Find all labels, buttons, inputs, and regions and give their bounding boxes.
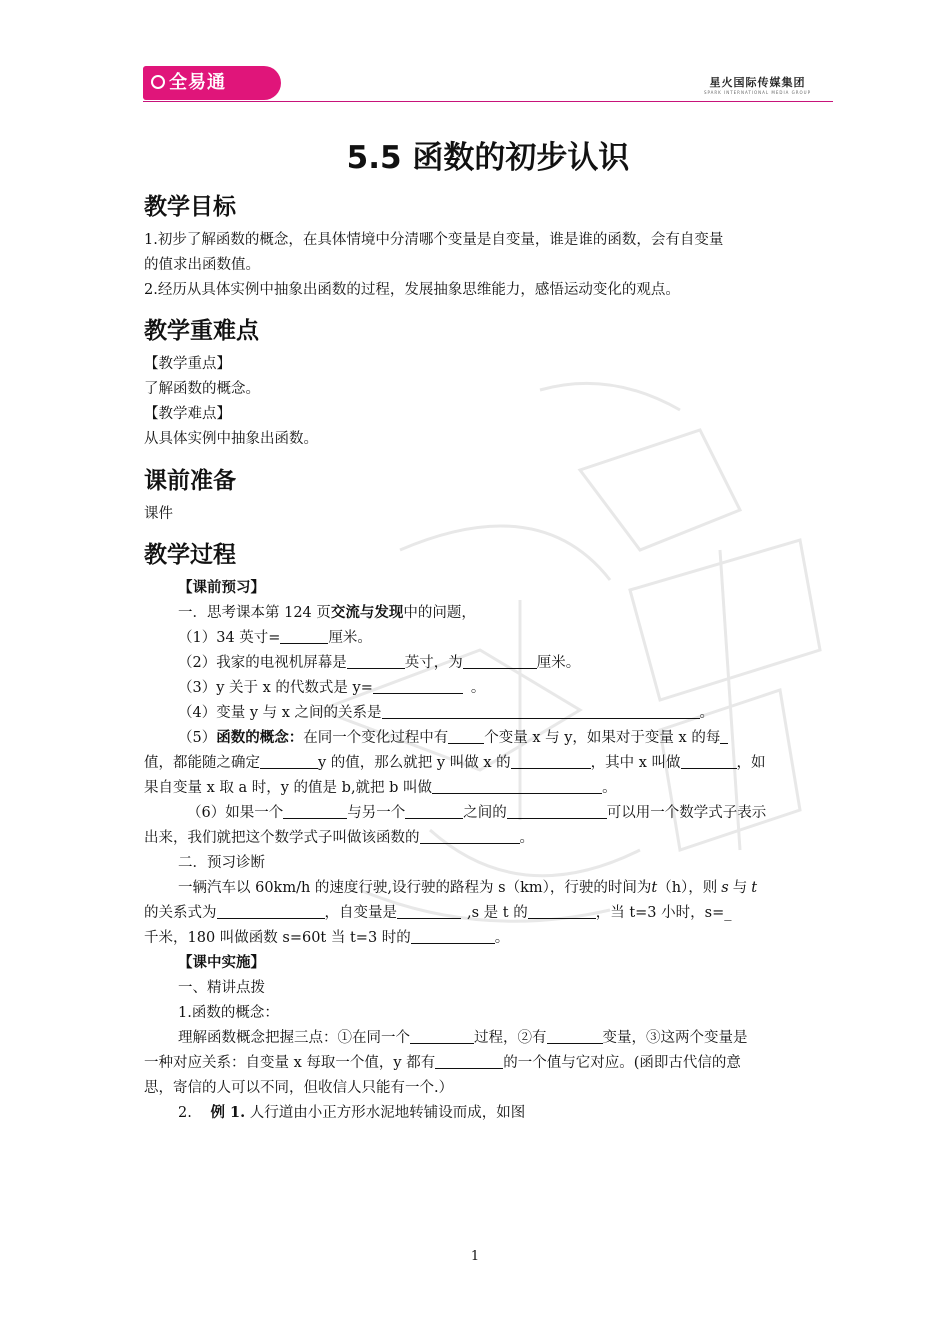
q5-text-5: ，其中 x 叫做 [590,755,681,771]
diag-var-t: t [651,880,658,896]
company-logo [704,74,811,95]
logo-text: 全易通 [169,72,226,93]
header-divider [143,101,833,102]
answer-blank[interactable] [410,1029,474,1044]
question-2 [178,653,848,673]
q4-end: 。 [699,705,715,721]
preview-question-intro [178,603,848,623]
difficulty-label: 【教学难点】 [144,406,231,422]
section-heading-goals: 教学目标 [144,194,236,220]
difficulty-text: 从具体实例中抽象出函数。 [144,431,318,447]
section-heading-process: 教学过程 [144,542,236,568]
concept-text-4: 一种对应关系：自变量 x 每取一个值，y 都有 [144,1055,436,1071]
function-concept-heading: 1.函数的概念： [178,1005,279,1021]
diag-var-t-2: t [751,880,758,896]
q2-unit: 厘米。 [536,655,581,671]
q5-text-3: 值，都能随之确定 [144,755,260,771]
brand-logo [143,66,281,100]
q2-text-mid: 英寸，为 [404,655,463,671]
q5-text-6: ，如 [736,755,766,771]
company-name: 星火国际传媒集团 [709,76,806,89]
question-3 [178,678,848,698]
q5-text-4: y 的值，那么就把 y 叫做 x 的 [318,755,511,771]
q3-end: 。 [470,680,486,696]
question-1 [178,628,848,648]
q6-text: （6）如果一个 [187,805,284,821]
diag-text-2: （h），则 [657,880,718,896]
answer-blank[interactable] [507,804,607,819]
inclass-section-1: 一、精讲点拨 [178,980,265,996]
q1-text: （1）34 英寸= [178,630,281,646]
diagnosis-line-2 [144,903,814,923]
goal-2: 2.经历从具体实例中抽象出函数的过程，发展抽象思维能力，感悟运动变化的观点。 [144,282,680,298]
q2-text: （2）我家的电视机屏幕是 [178,655,347,671]
diagnosis-line-1 [178,878,848,898]
answer-blank[interactable] [405,804,463,819]
example-text: 人行道由小正方形水泥地转铺设而成，如图 [249,1105,526,1121]
answer-blank[interactable] [397,904,461,919]
answer-blank[interactable] [547,1029,603,1044]
question-4 [178,703,848,723]
inclass-label: 【课中实施】 [178,954,265,971]
q5-number: （5） [178,730,217,746]
answer-blank[interactable] [411,929,495,944]
answer-blank[interactable] [283,804,347,819]
q1-unit: 厘米。 [328,630,372,646]
q6-text-4: 可以用一个数学式子表示 [606,805,767,821]
diag-var-s: s [721,880,729,896]
diag-text: 一辆汽车以 60km/h 的速度行驶,设行驶的路程为 s（km），行驶的时间为 [178,880,652,896]
q5-text-2: 个变量 x 与 y，如果对于变量 x 的每 [484,730,721,746]
diag-text-7: ，当 t=3 小时，s=_ [595,905,732,921]
q4-text: （4）变量 y 与 x 之间的关系是 [178,705,382,721]
goal-1-line-1: 1.初步了解函数的概念，在具体情境中分清哪个变量是自变量，谁是谁的函数，会有自变量 [144,232,724,248]
q5-text: 在同一个变化过程中有 [303,730,449,746]
q5-end: 。 [602,780,617,796]
diag-text-8: 千米，180 叫做函数 s=60t 当 t=3 时的 [144,930,411,946]
concept-line-3: 思，寄信的人可以不同，但收信人只能有一个.） [144,1080,454,1096]
section-heading-prep: 课前准备 [144,468,236,494]
q3-text: （3）y 关于 x 的代数式是 y= [178,680,373,696]
concept-text-2: 过程，②有 [474,1030,547,1046]
example-label: 例 1. [210,1104,246,1121]
concept-text: 理解函数概念把握三点：①在同一个 [178,1030,410,1046]
q6-text-2: 与另一个 [347,805,406,821]
diagnosis-line-3 [144,928,814,948]
intro-text: 一．思考课本第 124 页 [178,605,331,621]
answer-blank[interactable] [373,679,463,694]
question-6-line-1 [187,803,857,823]
intro-bold: 交流与发现 [330,604,404,621]
answer-blank[interactable] [511,754,591,769]
answer-blank[interactable] [448,729,484,744]
q6-text-3: 之间的 [463,805,507,821]
q6-end: 。 [519,830,534,846]
concept-line-2 [144,1053,814,1073]
question-6-line-2 [144,828,814,848]
example-number: 2. [178,1105,192,1121]
page-header [143,66,833,102]
focus-label: 【教学重点】 [144,356,231,372]
question-5-line-1 [178,728,848,748]
diag-text-4: 的关系式为 [144,905,217,921]
q5-text-7: 果自变量 x 取 a 时，y 的值是 b,就把 b 叫做 [144,780,433,796]
answer-blank[interactable] [260,754,318,769]
company-name-en: SPARK INTERNATIONAL MEDIA GROUP [703,90,811,95]
answer-blank[interactable] [432,779,602,794]
answer-blank[interactable] [382,704,700,719]
diag-text-5: ，自变量是 [324,905,397,921]
answer-blank[interactable] [347,654,405,669]
concept-text-5: 的一个值与它对应。(函即古代信的意 [503,1055,741,1071]
prep-text: 课件 [144,506,173,522]
answer-blank[interactable] [420,829,520,844]
diag-text-6: ,s 是 t 的 [467,905,528,921]
focus-text: 了解函数的概念。 [144,381,260,397]
page-number: 1 [470,1249,480,1264]
answer-blank[interactable] [217,904,325,919]
section-heading-key-points: 教学重难点 [144,318,259,344]
page-title: 5.5 函数的初步认识 [346,140,630,176]
answer-blank[interactable] [435,1054,503,1069]
goal-1-line-2: 的值求出函数值。 [144,257,260,273]
concept-line-1 [178,1028,848,1048]
logo-ring-icon [151,75,165,89]
q6-text-5: 出来，我们就把这个数学式子叫做该函数的 [144,830,420,846]
concept-text-3: 变量，③这两个变量是 [602,1030,748,1046]
question-5-line-3 [144,778,814,798]
answer-blank[interactable] [528,904,596,919]
answer-blank[interactable] [280,629,328,644]
q5-bold: 函数的概念： [216,729,304,746]
preview-label: 【课前预习】 [178,579,265,596]
answer-blank[interactable] [463,654,537,669]
diagnosis-label: 二．预习诊断 [178,855,265,871]
question-5-line-2 [144,753,814,773]
answer-blank[interactable] [720,729,728,744]
answer-blank[interactable] [681,754,737,769]
intro-text-end: 中的问题， [403,605,476,621]
example-1 [178,1103,848,1123]
diag-text-3: 与 [732,880,748,896]
diag-end: 。 [494,930,510,946]
